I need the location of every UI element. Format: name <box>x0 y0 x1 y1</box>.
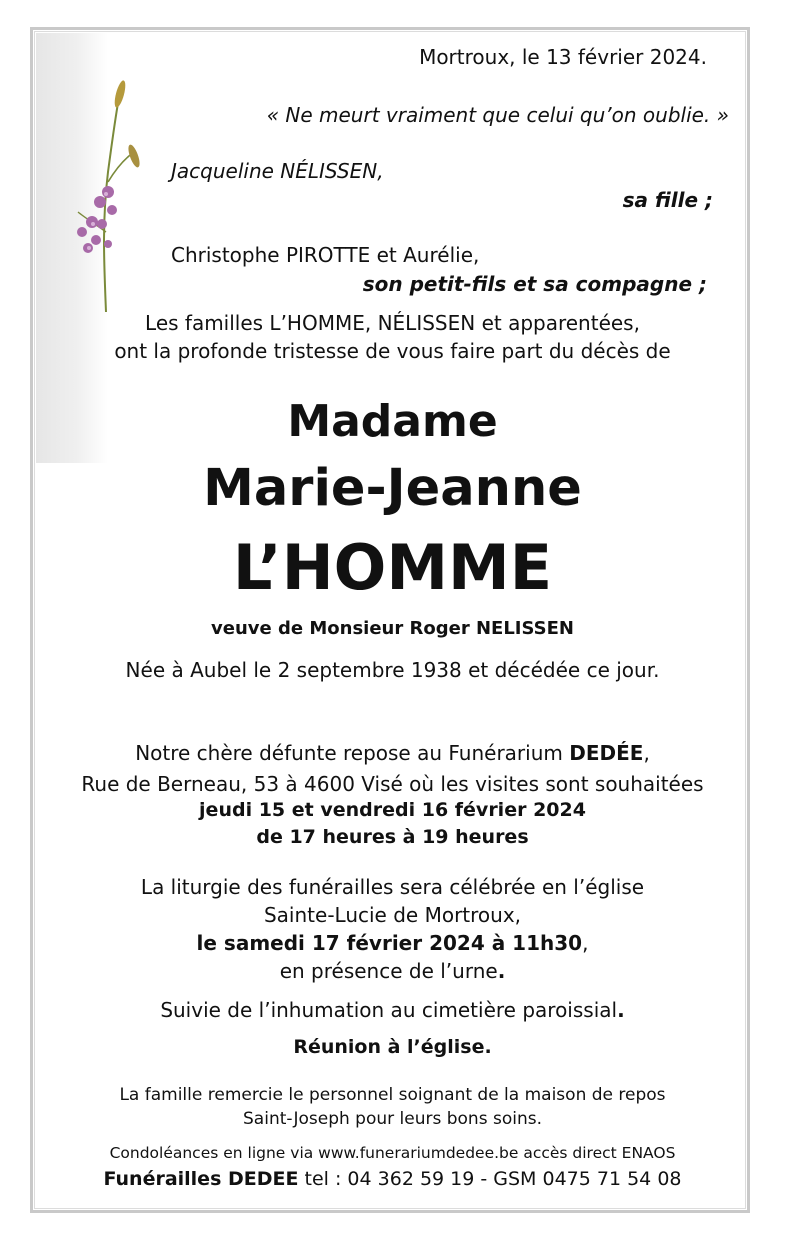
burial-line <box>0 1000 785 1020</box>
deceased-last-name: L’HOMME <box>232 531 553 604</box>
footer-contact-line <box>0 1170 785 1189</box>
visitation-address: Rue de Berneau, 53 à 4600 Visé où les visites sont souhaitées <box>81 772 704 796</box>
deceased-first-name: Marie-Jeanne <box>203 459 582 518</box>
funeral-line-1: La liturgie des funérailles sera célébrée en l’église <box>140 875 645 899</box>
visitation-dates: jeudi 15 et vendredi 16 février 2024 <box>199 799 586 821</box>
burial-dot: . <box>617 998 625 1022</box>
deceased-title: Madame <box>287 396 498 447</box>
families-line-2: ont la profonde tristesse de vous faire part du décès de <box>114 339 671 363</box>
thanks-line-1: La famille remercie le personnel soignant de la maison de repos <box>119 1085 666 1105</box>
birth-death: Née à Aubel le 2 septembre 1938 et décédée ce jour. <box>125 658 660 682</box>
funeral-presence: en présence de l’urne <box>279 959 498 983</box>
funeral-presence-line <box>0 961 785 981</box>
visitation-line-1-text: Notre chère défunte repose au Funérarium <box>135 741 570 765</box>
reunion: Réunion à l’église. <box>293 1036 492 1058</box>
thanks-line-2: Saint-Joseph pour leurs bons soins. <box>243 1109 542 1129</box>
relative-relation-1: sa fille ; <box>622 188 713 212</box>
visitation-line-1 <box>0 743 785 763</box>
condolences-line: Condoléances en ligne via www.funerariumdedee.be accès direct ENAOS <box>109 1144 676 1162</box>
funeral-church: Sainte-Lucie de Mortroux, <box>263 903 522 927</box>
funeral-date: le samedi 17 février 2024 à 11h30 <box>196 931 583 955</box>
funerarium-name: DEDÉE <box>569 741 644 765</box>
funeral-presence-dot: . <box>497 959 506 983</box>
epitaph-quote: « Ne meurt vraiment que celui qu’on oublie. » <box>266 103 729 127</box>
burial-text: Suivie de l’inhumation au cimetière paroissial <box>160 998 618 1022</box>
families-line-1: Les familles L’HOMME, NÉLISSEN et apparentées, <box>145 311 640 335</box>
relative-name-1: Jacqueline NÉLISSEN, <box>171 159 384 183</box>
funeral-date-line <box>0 933 785 953</box>
violet-flower-icon <box>62 72 142 322</box>
relative-relation-2: son petit-fils et sa compagne ; <box>362 272 707 296</box>
place-date: Mortroux, le 13 février 2024. <box>419 45 707 69</box>
visitation-line-1-suffix: , <box>643 741 650 765</box>
relative-name-2: Christophe PIROTTE et Aurélie, <box>171 243 480 267</box>
contact-numbers: tel : 04 362 59 19 - GSM 0475 71 54 08 <box>298 1168 682 1190</box>
visitation-hours: de 17 heures à 19 heures <box>256 826 529 848</box>
widow-of: veuve de Monsieur Roger NELISSEN <box>211 618 574 639</box>
funeral-date-suffix: , <box>582 931 589 955</box>
company-name: Funérailles DEDEE <box>103 1168 299 1190</box>
